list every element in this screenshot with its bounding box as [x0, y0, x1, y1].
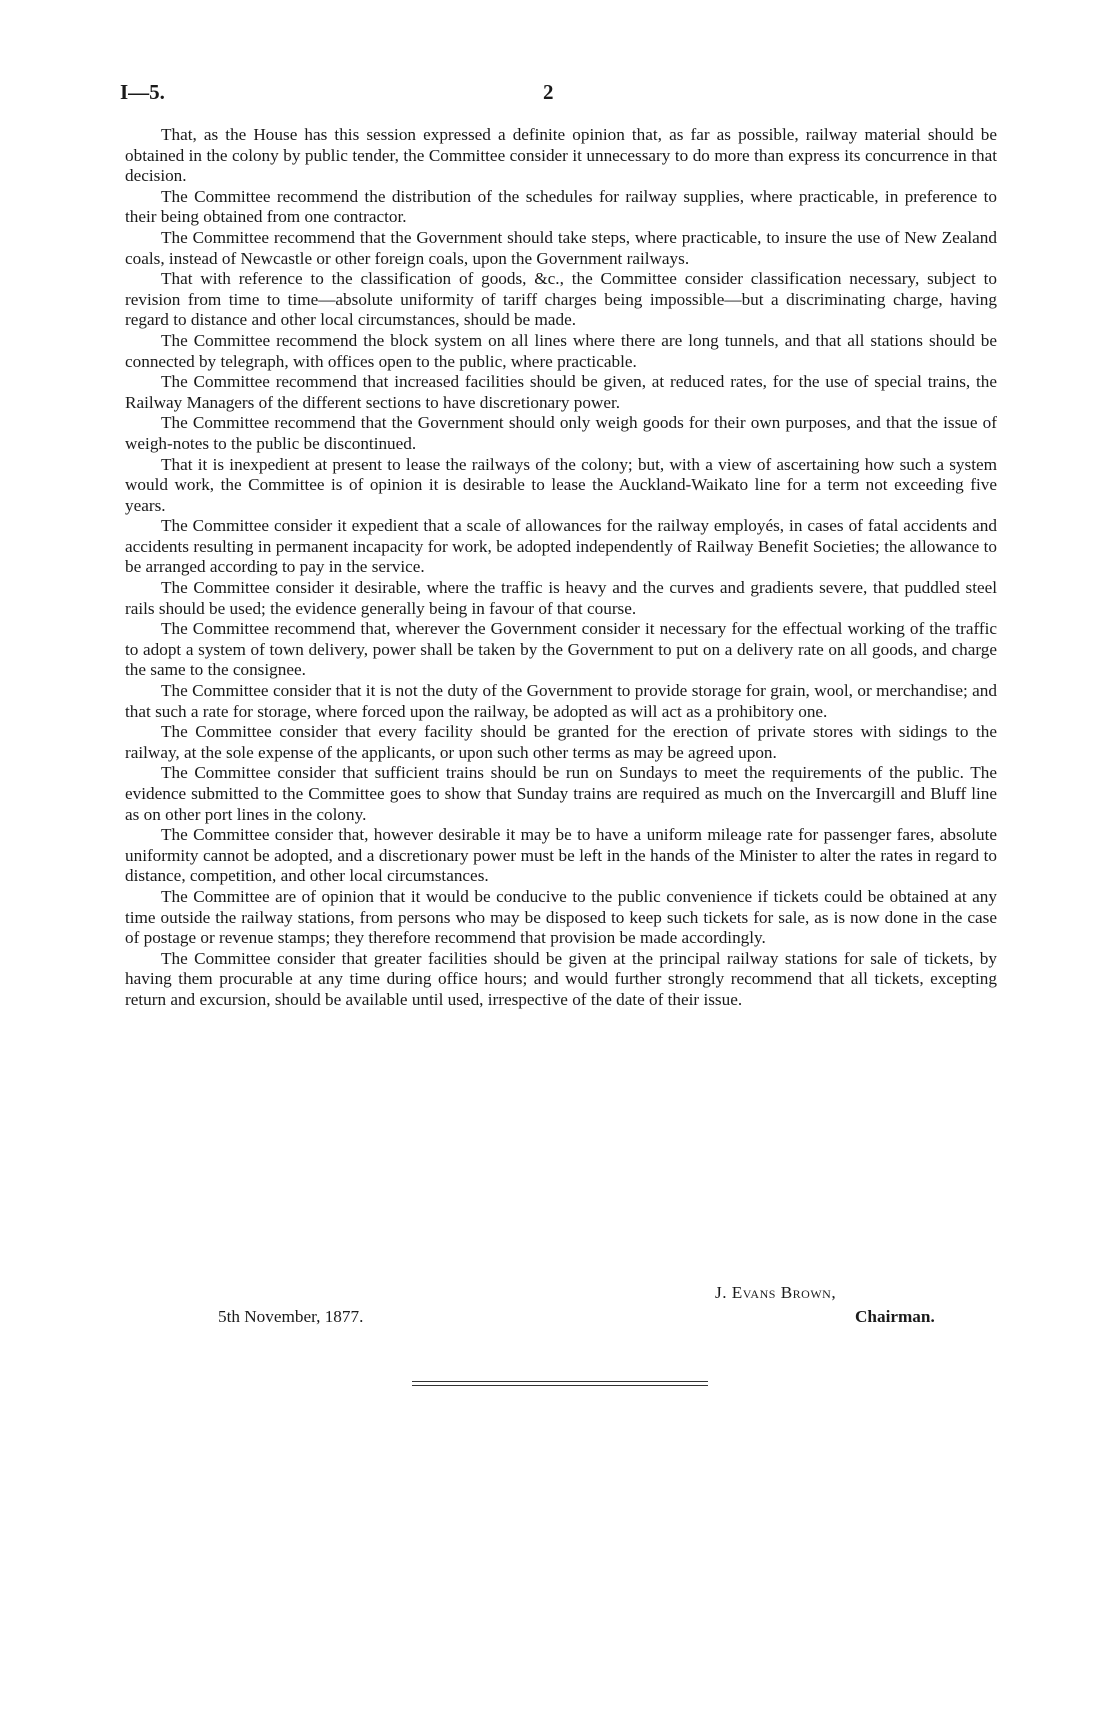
- rule-line-bottom: [412, 1385, 708, 1386]
- paragraph-private-stores: The Committee consider that every facility should be granted for the erection of private stores with sidings to the railway, at the sole expense of the applicants, or upon such other terms as may be agreed upon.: [125, 722, 997, 762]
- paragraph-mileage-rate: The Committee consider that, however desirable it may be to have a uniform mileage rate for passenger fares, absolute uniformity cannot be adopted, and a discretionary power must be left in the hands of the Minister to alter the rates in regard to distance, competition, and other local circumstances.: [125, 825, 997, 886]
- paragraph-steel-rails: The Committee consider it desirable, where the traffic is heavy and the curves and gradients severe, that puddled steel rails should be used; the evidence generally being in favour of that course.: [125, 578, 997, 618]
- page-header: [120, 80, 1000, 110]
- paragraph-employee-allowances: The Committee consider it expedient that a scale of allowances for the railway employés, in cases of fatal accidents and accidents resulting in permanent incapacity for work, be adopted independently of Railway Benefit Societies; the allowance to be arranged according to pay in the service.: [125, 516, 997, 577]
- paragraph-weigh-goods: The Committee recommend that the Government should only weigh goods for their own purposes, and that the issue of weigh-notes to the public be discontinued.: [125, 413, 997, 453]
- parliamentary-paper-reference: I—5.: [120, 80, 165, 104]
- report-date: 5th November, 1877.: [218, 1307, 364, 1326]
- paragraph-railway-material: That, as the House has this session expressed a definite opinion that, as far as possible, railway material should be obtained in the colony by public tender, the Committee consider it unnecessary to do more than express its concurrence in that decision.: [125, 125, 997, 186]
- paragraph-tickets-outside-stations: The Committee are of opinion that it would be conducive to the public convenience if tickets could be obtained at any time outside the railway stations, from persons who may be disposed to keep such tickets for sale, as is now done in the case of postage or revenue stamps; they therefore recommend that provision be made accordingly.: [125, 886, 997, 948]
- paragraph-schedules-distribution: The Committee recommend the distribution of the schedules for railway supplies, where practicable, in preference to their being obtained from one contractor.: [125, 186, 997, 227]
- chairman-title: Chairman.: [855, 1307, 935, 1326]
- rule-line-top: [412, 1381, 708, 1382]
- page-number: 2: [543, 80, 554, 104]
- paragraph-lease-railways: That it is inexpedient at present to lease the railways of the colony; but, with a view of ascertaining how such a system would work, the Committee is of opinion it is desirable to lease the Auckland-Waikato line for a term not exceeding five years.: [125, 454, 997, 515]
- signature-block: [0, 1283, 1114, 1343]
- chairman-name-comma: ,: [831, 1283, 837, 1302]
- paragraph-storage: The Committee consider that it is not the duty of the Government to provide storage for grain, wool, or merchandise; and that such a rate for storage, where forced upon the railway, be adopted as will act as a prohibitory one.: [125, 681, 997, 721]
- closing-double-rule: [412, 1381, 708, 1386]
- chairman-name: [715, 1283, 836, 1303]
- paragraph-town-delivery: The Committee recommend that, wherever the Government consider it necessary for the effectual working of the traffic to adopt a system of town delivery, power shall be taken by the Government to put on a delivery rate on all goods, and charge the same to the consignee.: [125, 619, 997, 680]
- report-body: [125, 125, 997, 1011]
- paragraph-block-system: The Committee recommend the block system on all lines where there are long tunnels, and that all stations should be connected by telegraph, with offices open to the public, where practicable.: [125, 330, 997, 371]
- paragraph-sunday-trains: The Committee consider that sufficient trains should be run on Sundays to meet the requirements of the public. The evidence submitted to the Committee goes to show that Sunday trains are required as much on the Invercargill and Bluff line as on other port lines in the colony.: [125, 763, 997, 824]
- paragraph-new-zealand-coals: The Committee recommend that the Government should take steps, where practicable, to insure the use of New Zealand coals, instead of Newcastle or other foreign coals, upon the Government railways.: [125, 227, 997, 268]
- paragraph-classification-of-goods: That with reference to the classification of goods, &c., the Committee consider classification necessary, subject to revision from time to time—absolute uniformity of tariff charges being impossible—but a discriminating charge, having regard to distance and other local circumstances, should be made.: [125, 269, 997, 330]
- chairman-initials: J.: [715, 1283, 732, 1302]
- chairman-last-name: Brown: [780, 1283, 832, 1302]
- paragraph-ticket-facilities: The Committee consider that greater facilities should be given at the principal railway stations for sale of tickets, by having them procurable at any time during office hours; and would further strongly recommend that all tickets, excepting return and excursion, should be available until used, irrespective of the date of their issue.: [125, 948, 997, 1009]
- chairman-first-name: Evans: [731, 1283, 776, 1302]
- paragraph-special-trains: The Committee recommend that increased facilities should be given, at reduced rates, for the use of special trains, the Railway Managers of the different sections to have discretionary power.: [125, 372, 997, 412]
